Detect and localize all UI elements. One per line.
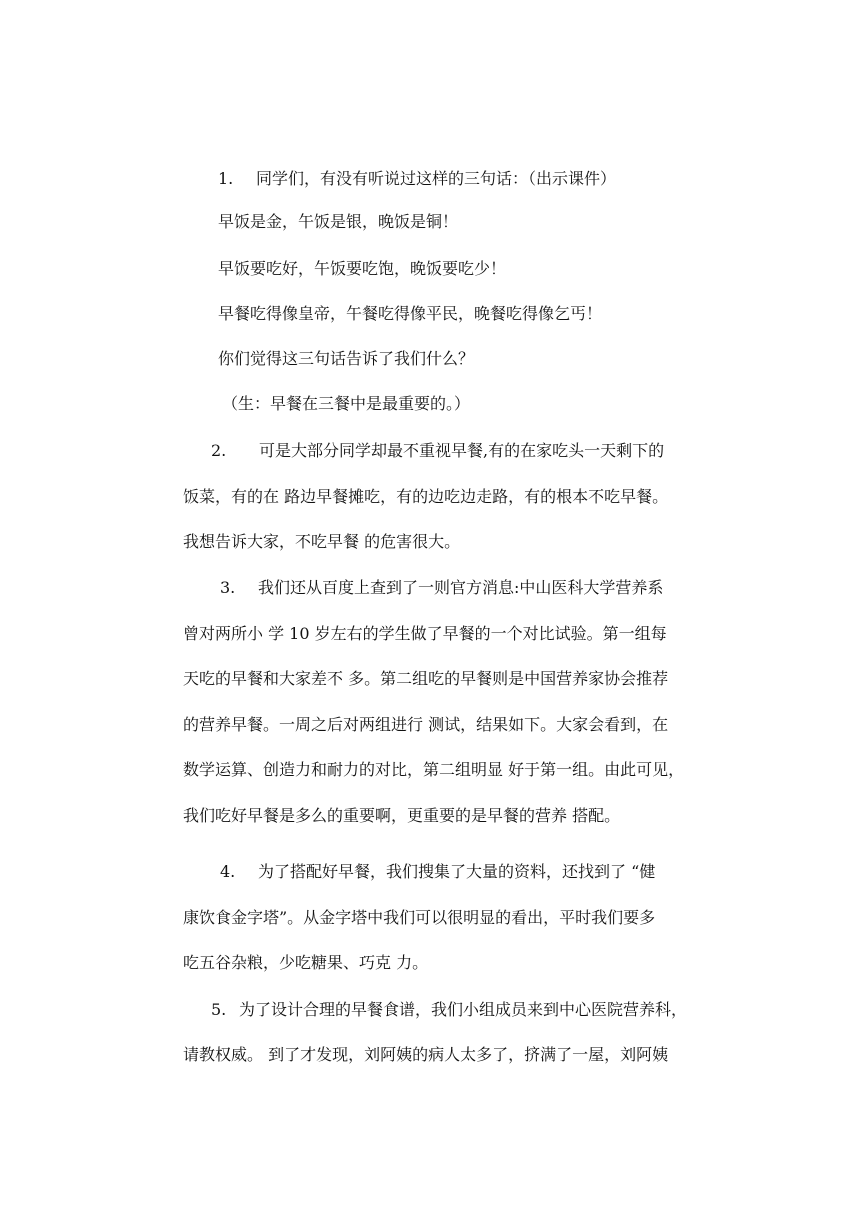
item-1-intro-text: 同学们，有没有听说过这样的三句话：（出示课件） — [256, 169, 617, 188]
item-1-number: 1. — [218, 169, 234, 188]
item-5-text-1: 为了设计合理的早餐食谱，我们小组成员来到中心医院营养科， — [239, 1000, 688, 1019]
item-3-line-5: 数学运算、创造力和耐力的对比，第二组明显 好于第一组。由此可见， — [183, 760, 685, 779]
item-4-text-1: 为了搭配好早餐，我们搜集了大量的资料，还找到了 “健 — [258, 862, 656, 881]
item-2-line-3: 我想告诉大家，不吃早餐 的危害很大。 — [183, 532, 461, 551]
item-3-text-1: 我们还从百度上查到了一则官方消息:中山医科大学营养系 — [258, 578, 664, 597]
item-5-number: 5. — [211, 1000, 227, 1019]
item-3-line-4: 的营养早餐。一周之后对两组进行 测试，结果如下。大家会看到，在 — [183, 715, 669, 734]
item-4-line-1 — [220, 862, 655, 882]
saying-emperor-commoner-beggar: 早餐吃得像皇帝，午餐吃得像平民，晚餐吃得像乞丐！ — [218, 304, 603, 323]
item-2-number: 2. — [211, 441, 227, 460]
item-2-text-1: 可是大部分同学却最不重视早餐,有的在家吃头一天剩下的 — [259, 441, 665, 460]
student-answer: （生：早餐在三餐中是最重要的。） — [222, 394, 471, 413]
item-2-line-2: 饭菜，有的在 路边早餐摊吃，有的边吃边走路，有的根本不吃早餐。 — [183, 487, 669, 506]
saying-eat-well-full-less: 早饭要吃好，午饭要吃饱，晚饭要吃少！ — [218, 259, 507, 278]
item-5-line-1 — [211, 1000, 687, 1020]
item-3-line-1 — [220, 578, 663, 598]
item-3-number: 3. — [220, 578, 236, 597]
item-4-number: 4. — [220, 862, 236, 881]
item-3-line-2: 曾对两所小 学 10 岁左右的学生做了早餐的一个对比试验。第一组每 — [183, 624, 667, 643]
item-3-line-6: 我们吃好早餐是多么的重要啊，更重要的是早餐的营养 搭配。 — [183, 806, 621, 825]
saying-gold-silver-copper: 早饭是金，午饭是银，晚饭是铜！ — [218, 212, 459, 231]
item-4-line-3: 吃五谷杂粮，少吃糖果、巧克 力。 — [183, 953, 429, 972]
item-5-line-2: 请教权威。 到了才发现，刘阿姨的病人太多了，挤满了一屋，刘阿姨 — [183, 1045, 669, 1064]
item-2-line-1 — [211, 441, 664, 461]
item-1-intro — [218, 169, 616, 189]
item-4-line-2: 康饮食金字塔”。从金字塔中我们可以很明显的看出，平时我们要多 — [183, 908, 656, 927]
item-1-question: 你们觉得这三句话告诉了我们什么？ — [218, 349, 475, 368]
item-3-line-3: 天吃的早餐和大家差不 多。第二组吃的早餐则是中国营养家协会推荐 — [183, 669, 669, 688]
